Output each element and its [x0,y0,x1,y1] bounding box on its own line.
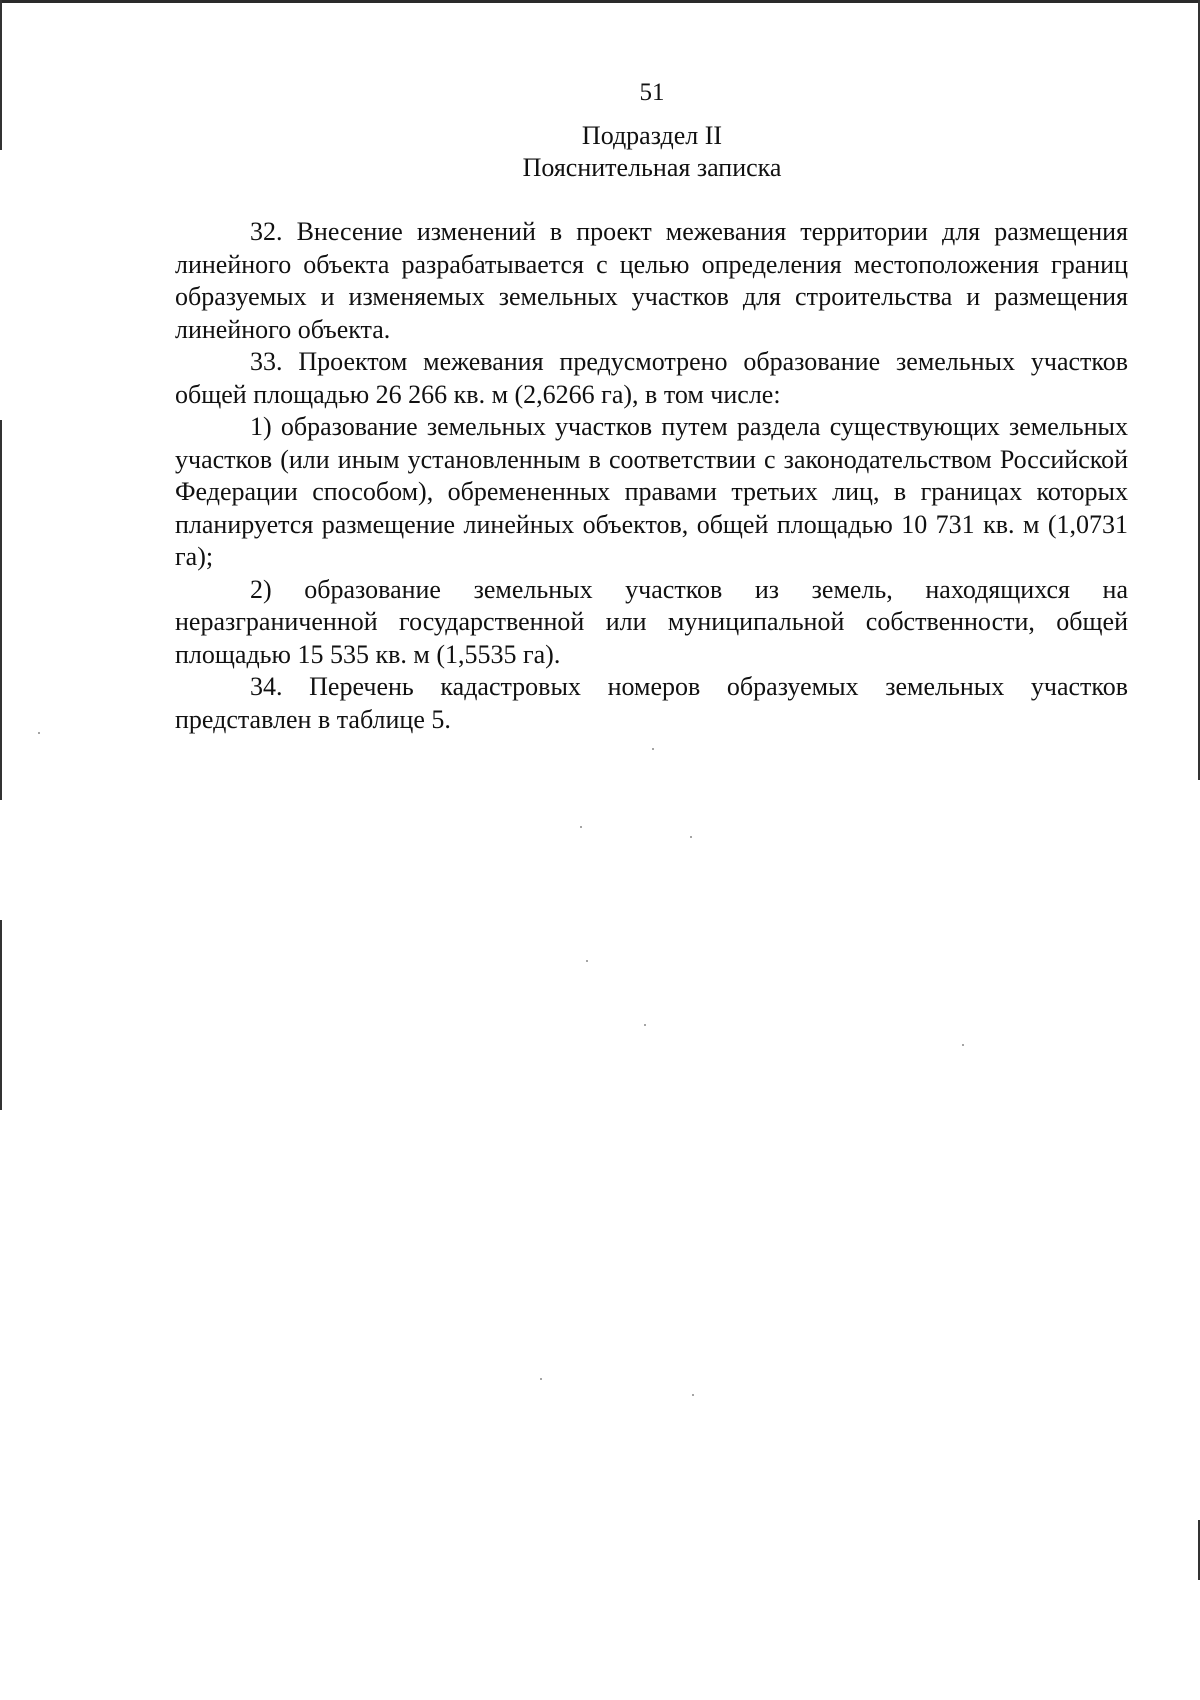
paragraph-33: 33. Проектом межевания предусмотрено образование земельных участков общей площадью 26 266 кв. м (2,6266 га), в том числе: [175,347,1128,409]
page-number: 51 [639,79,665,106]
section-title: Пояснительная записка [522,153,782,182]
scan-speck [644,1024,646,1026]
scan-speck [690,836,692,838]
scan-speck [586,960,588,962]
paragraph-34: 34. Перечень кадастровых номеров образуемых земельных участков представлен в таблице 5. [175,672,1128,734]
scan-speck [652,748,654,750]
list-item-2: 2) образование земельных участков из земель, находящихся на неразграниченной государственной или муниципальной собственности, общей площадью 15 535 кв. м (1,5535 га). [175,574,1128,669]
scan-top-edge [0,0,1200,3]
section-heading [0,120,1200,184]
scan-left-edge [0,420,2,800]
scan-speck [38,732,40,734]
subsection-title: Подраздел II [581,121,723,150]
scan-speck [580,826,582,828]
scan-speck [540,1378,542,1380]
scan-speck [692,1394,694,1396]
scan-speck [962,1044,964,1046]
document-body [175,216,1128,736]
scan-left-edge [0,920,2,1110]
paragraph-32: 32. Внесение изменений в проект межевания территории для размещения линейного объекта разрабатывается с целью определения местоположения границ образуемых и изменяемых земельных участков для строительства и размещения линейного объекта. [175,217,1128,344]
list-item-1: 1) образование земельных участков путем раздела существующих земельных участков (или иным установленным в соответствии с законодательством Российской Федерации способом), обремененных правами третьих лиц, в границах которых планируется размещение линейных объектов, общей площадью 10 731 кв. м (1,0731 га); [175,412,1128,571]
